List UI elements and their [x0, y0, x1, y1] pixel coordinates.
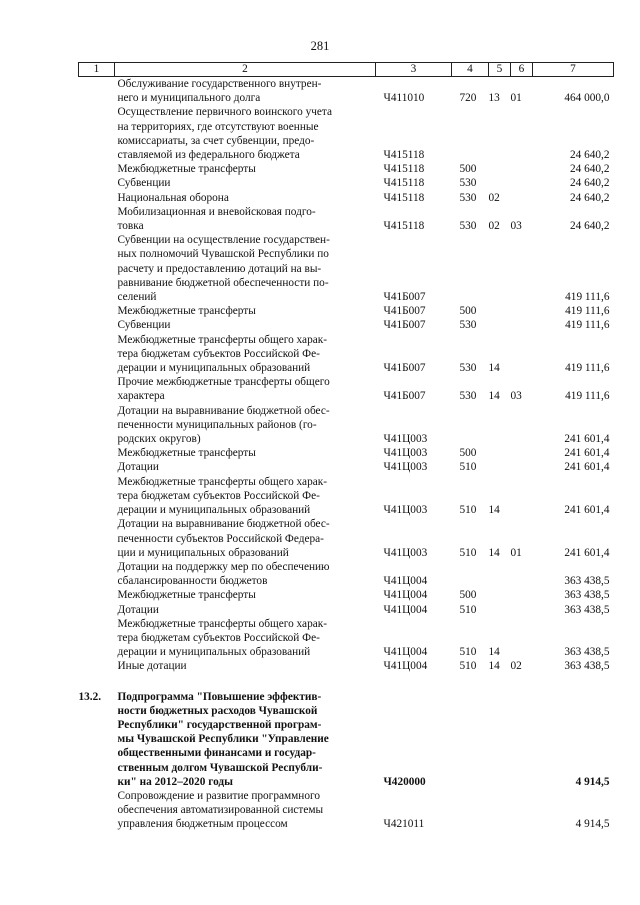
row-number-cell: [79, 404, 115, 447]
target-article-cell: Ч41Ц003: [383, 504, 428, 517]
amount-cell: 363 438,5: [564, 660, 610, 673]
target-article-cell: Ч41Б007: [383, 362, 426, 375]
item-name-line: ственным долгом Чувашской Республи-: [117, 761, 323, 774]
expense-type-cell: 510: [459, 660, 477, 673]
item-name-line: родских округов): [117, 433, 201, 446]
section-cell: 02: [488, 191, 500, 204]
amount-cell: 24 640,2: [569, 220, 610, 233]
target-article-cell: Ч41Ц004: [383, 603, 428, 616]
expense-type-cell: [452, 105, 489, 162]
row-number-cell: [79, 176, 115, 190]
amount-cell: 24 640,2: [569, 177, 610, 190]
expense-type-cell: 510: [459, 461, 477, 474]
item-name-line: характера: [117, 390, 165, 403]
target-article-cell: Ч41Ц003: [383, 461, 428, 474]
subsection-cell: 01: [510, 92, 522, 105]
section-cell: [489, 560, 511, 588]
expense-type-cell: 530: [459, 177, 477, 190]
expense-type-cell: [452, 690, 489, 789]
row-number-cell: [79, 205, 115, 233]
table-row: [79, 617, 614, 660]
expense-type-cell: 720: [459, 92, 477, 105]
item-name-cell: [115, 588, 376, 602]
subsection-cell: [511, 690, 533, 789]
subsection-cell: [511, 233, 533, 304]
item-name-line: тера бюджетам субъектов Российской Фе-: [117, 631, 320, 644]
spacer-cell: [79, 674, 614, 690]
table-header-row: [79, 63, 614, 77]
section-cell: 14: [488, 504, 500, 517]
subsection-cell: [511, 333, 533, 376]
amount-cell: 419 111,6: [565, 291, 610, 304]
section-cell: [489, 304, 511, 318]
amount-cell: 419 111,6: [565, 305, 610, 318]
amount-cell: 241 601,4: [564, 504, 610, 517]
target-article-cell: Ч41Б007: [383, 291, 426, 304]
target-article-cell: Ч41Ц004: [383, 575, 428, 588]
item-name-line: Межбюджетные трансферты общего харак-: [117, 617, 327, 630]
item-name-line: ки" на 2012–2020 годы: [117, 775, 233, 788]
row-number-cell: [79, 603, 115, 617]
item-name-cell: [115, 162, 376, 176]
target-article-cell: Ч420000: [383, 775, 426, 788]
target-article-cell: Ч41Ц003: [383, 546, 428, 559]
target-article-cell: Ч415118: [383, 191, 425, 204]
expense-type-cell: 500: [459, 305, 477, 318]
table-row: [79, 176, 614, 190]
item-name-line: ности бюджетных расходов Чувашской: [117, 704, 318, 717]
item-name-line: расчету и предоставлению дотаций на вы-: [117, 262, 322, 275]
item-name-line: Мобилизационная и вневойсковая подго-: [117, 205, 316, 218]
row-number-cell: [79, 304, 115, 318]
item-name-line: Межбюджетные трансферты: [117, 305, 256, 318]
table-body: [79, 77, 614, 832]
item-name-cell: [115, 475, 376, 518]
amount-cell: 363 438,5: [564, 646, 610, 659]
target-article-cell: Ч41Ц003: [383, 447, 428, 460]
item-name-line: Подпрограмма "Повышение эффектив-: [117, 690, 322, 703]
item-name-line: сбалансированности бюджетов: [117, 575, 268, 588]
table-row: [79, 333, 614, 376]
subsection-cell: [511, 588, 533, 602]
section-cell: [489, 162, 511, 176]
item-name-line: Субвенции: [117, 319, 171, 332]
section-cell: [489, 603, 511, 617]
expense-type-cell: 530: [459, 362, 477, 375]
item-name-cell: [115, 233, 376, 304]
item-name-cell: [115, 446, 376, 460]
item-name-line: дерации и муниципальных образований: [117, 646, 311, 659]
item-name-cell: [115, 375, 376, 403]
page-number: 281: [310, 39, 330, 53]
table-row: [79, 460, 614, 474]
expense-type-cell: [452, 404, 489, 447]
item-name-line: Обслуживание государственного внутрен-: [117, 78, 322, 90]
expense-type-cell: [452, 789, 489, 832]
expense-type-cell: [452, 560, 489, 588]
subsection-cell: [511, 446, 533, 460]
table-row: [79, 233, 614, 304]
table-row: [79, 603, 614, 617]
row-number-cell: [79, 588, 115, 602]
row-number-cell: [79, 162, 115, 176]
target-article-cell: Ч411010: [383, 92, 425, 105]
subsection-cell: [511, 318, 533, 332]
expense-type-cell: 510: [459, 546, 477, 559]
section-cell: [489, 460, 511, 474]
item-name-cell: [115, 191, 376, 205]
section-cell: 02: [488, 220, 500, 233]
item-name-line: ных полномочий Чувашской Республики по: [117, 248, 329, 261]
amount-cell: 24 640,2: [569, 149, 610, 162]
target-article-cell: Ч41Ц004: [383, 589, 428, 602]
subsection-cell: 03: [510, 390, 522, 403]
row-number-cell: 13.2.: [78, 690, 102, 703]
item-name-line: Межбюджетные трансферты общего харак-: [117, 475, 327, 488]
subsection-cell: [511, 162, 533, 176]
item-name-line: Субвенции: [117, 177, 171, 190]
table-row: [79, 205, 614, 233]
item-name-line: ставляемой из федерального бюджета: [117, 149, 300, 162]
item-name-line: Межбюджетные трансферты общего харак-: [117, 333, 327, 346]
item-name-line: общественными финансами и государ-: [117, 747, 316, 760]
expense-type-cell: 530: [459, 220, 477, 233]
table-row: [79, 318, 614, 332]
table-row: [79, 446, 614, 460]
amount-cell: 464 000,0: [564, 92, 610, 105]
row-number-cell: [79, 318, 115, 332]
row-number-cell: [79, 105, 115, 162]
section-cell: [489, 588, 511, 602]
table-row: [79, 304, 614, 318]
section-cell: [489, 105, 511, 162]
amount-cell: 419 111,6: [565, 390, 610, 403]
budget-table: [78, 62, 614, 832]
item-name-line: Дотации на выравнивание бюджетной обес-: [117, 518, 330, 531]
target-article-cell: Ч41Б007: [383, 390, 426, 403]
table-row: [79, 475, 614, 518]
expense-type-cell: [452, 233, 489, 304]
item-name-line: тера бюджетам субъектов Российской Фе-: [117, 347, 320, 360]
section-cell: [489, 404, 511, 447]
item-name-line: Республики" государственной програм-: [117, 718, 322, 731]
item-name-cell: [115, 77, 376, 106]
item-name-line: Национальная оборона: [117, 191, 229, 204]
target-article-cell: Ч41Ц004: [383, 646, 428, 659]
item-name-line: Дотации: [117, 461, 159, 474]
target-article-cell: Ч415118: [383, 149, 425, 162]
subsection-cell: [511, 105, 533, 162]
section-cell: 14: [488, 546, 500, 559]
amount-cell: 241 601,4: [564, 447, 610, 460]
item-name-line: равнивание бюджетной обеспеченности по-: [117, 276, 329, 289]
amount-cell: 241 601,4: [564, 433, 610, 446]
item-name-line: Осуществление первичного воинского учета: [117, 106, 333, 119]
amount-cell: 24 640,2: [569, 191, 610, 204]
row-number-cell: [79, 333, 115, 376]
expense-type-cell: 510: [459, 603, 477, 616]
item-name-line: комиссариаты, за счет субвенции, предо-: [117, 134, 315, 147]
row-number-cell: [79, 77, 115, 106]
expense-type-cell: 510: [459, 646, 477, 659]
expense-type-cell: 530: [459, 319, 477, 332]
item-name-line: Межбюджетные трансферты: [117, 447, 256, 460]
item-name-line: обеспечения автоматизированной системы: [117, 804, 324, 817]
amount-cell: 4 914,5: [575, 775, 610, 788]
item-name-cell: [115, 176, 376, 190]
item-name-line: мы Чувашской Республики "Управление: [117, 733, 329, 746]
subsection-cell: [511, 789, 533, 832]
target-article-cell: Ч41Ц003: [383, 433, 428, 446]
item-name-cell: [115, 617, 376, 660]
amount-cell: 363 438,5: [564, 575, 610, 588]
subsection-cell: 01: [510, 546, 522, 559]
table-row: [79, 375, 614, 403]
item-name-cell: [115, 517, 376, 560]
subsection-cell: [511, 617, 533, 660]
section-cell: [489, 233, 511, 304]
item-name-cell: [115, 659, 376, 673]
subsection-cell: [511, 460, 533, 474]
item-name-cell: [115, 318, 376, 332]
table-row: [79, 404, 614, 447]
item-name-line: Сопровождение и развитие программного: [117, 789, 320, 802]
amount-cell: 241 601,4: [564, 546, 610, 559]
subsection-cell: [511, 191, 533, 205]
table-row: [79, 105, 614, 162]
item-name-cell: [115, 460, 376, 474]
amount-cell: 241 601,4: [564, 461, 610, 474]
header-col-4: 4: [452, 63, 489, 77]
table-row: [79, 191, 614, 205]
amount-cell: 419 111,6: [565, 319, 610, 332]
table-row: [79, 517, 614, 560]
target-article-cell: Ч415118: [383, 177, 425, 190]
item-name-cell: [115, 789, 376, 832]
section-cell: [489, 318, 511, 332]
target-article-cell: Ч421011: [383, 818, 425, 831]
row-number-cell: [79, 375, 115, 403]
target-article-cell: Ч41Ц004: [383, 660, 428, 673]
header-col-3: 3: [376, 63, 452, 77]
section-cell: 14: [488, 362, 500, 375]
table-row: [79, 588, 614, 602]
row-number-cell: [79, 517, 115, 560]
table-row: [79, 560, 614, 588]
table-row: [79, 789, 614, 832]
section-cell: 13: [488, 92, 500, 105]
row-number-cell: [79, 560, 115, 588]
target-article-cell: Ч41Б007: [383, 305, 426, 318]
row-number-cell: [79, 617, 115, 660]
item-name-line: управления бюджетным процессом: [117, 818, 288, 831]
subsection-cell: [511, 560, 533, 588]
item-name-cell: [115, 205, 376, 233]
item-name-line: Прочие межбюджетные трансферты общего: [117, 376, 330, 389]
item-name-line: селений: [117, 291, 157, 304]
section-cell: 14: [488, 646, 500, 659]
item-name-cell: [115, 404, 376, 447]
amount-cell: 363 438,5: [564, 603, 610, 616]
item-name-cell: [115, 560, 376, 588]
item-name-line: тера бюджетам субъектов Российской Фе-: [117, 489, 320, 502]
table-row: [79, 690, 614, 789]
item-name-line: Межбюджетные трансферты: [117, 163, 256, 176]
item-name-line: Дотации на поддержку мер по обеспечению: [117, 560, 330, 573]
row-number-cell: [79, 659, 115, 673]
amount-cell: 4 914,5: [575, 818, 610, 831]
section-cell: [489, 176, 511, 190]
item-name-line: Межбюджетные трансферты: [117, 589, 256, 602]
target-article-cell: Ч415118: [383, 163, 425, 176]
expense-type-cell: 500: [459, 163, 477, 176]
item-name-line: дерации и муниципальных образований: [117, 362, 311, 375]
spacer-row: [79, 674, 614, 690]
item-name-line: дерации и муниципальных образований: [117, 504, 311, 517]
row-number-cell: [79, 233, 115, 304]
expense-type-cell: 500: [459, 589, 477, 602]
subsection-cell: [511, 176, 533, 190]
row-number-cell: [79, 789, 115, 832]
amount-cell: 363 438,5: [564, 589, 610, 602]
header-col-2: 2: [115, 63, 376, 77]
item-name-line: ции и муниципальных образований: [117, 546, 289, 559]
row-number-cell: [79, 446, 115, 460]
item-name-cell: [115, 333, 376, 376]
subsection-cell: [511, 304, 533, 318]
amount-cell: 24 640,2: [569, 163, 610, 176]
expense-type-cell: 530: [459, 390, 477, 403]
target-article-cell: Ч41Б007: [383, 319, 426, 332]
section-cell: 14: [488, 660, 500, 673]
row-number-cell: [79, 191, 115, 205]
item-name-line: Дотации на выравнивание бюджетной обес-: [117, 404, 330, 417]
expense-type-cell: 530: [459, 191, 477, 204]
item-name-cell: [115, 690, 376, 789]
item-name-line: товка: [117, 220, 144, 233]
item-name-line: на территориях, где отсутствуют военные: [117, 120, 319, 133]
item-name-line: печенности субъектов Российской Федера-: [117, 532, 324, 545]
header-col-1: 1: [79, 63, 115, 77]
item-name-line: Дотации: [117, 603, 159, 616]
row-number-cell: [79, 460, 115, 474]
section-cell: [489, 789, 511, 832]
item-name-cell: [115, 603, 376, 617]
section-cell: [489, 690, 511, 789]
item-name-line: него и муниципального долга: [117, 92, 261, 105]
item-name-line: печенности муниципальных районов (го-: [117, 418, 317, 431]
header-col-5: 5: [489, 63, 511, 77]
amount-cell: 419 111,6: [565, 362, 610, 375]
item-name-cell: [115, 105, 376, 162]
header-col-6: 6: [511, 63, 533, 77]
subsection-cell: [511, 603, 533, 617]
target-article-cell: Ч415118: [383, 220, 425, 233]
section-cell: [489, 446, 511, 460]
subsection-cell: [511, 475, 533, 518]
expense-type-cell: 500: [459, 447, 477, 460]
subsection-cell: [511, 404, 533, 447]
table-row: [79, 77, 614, 106]
item-name-line: Субвенции на осуществление государствен-: [117, 234, 330, 247]
expense-type-cell: 510: [459, 504, 477, 517]
item-name-cell: [115, 304, 376, 318]
subsection-cell: 03: [510, 220, 522, 233]
item-name-line: Иные дотации: [117, 660, 187, 673]
row-number-cell: [79, 475, 115, 518]
section-cell: 14: [488, 390, 500, 403]
table-row: [79, 659, 614, 673]
header-col-7: 7: [533, 63, 614, 77]
subsection-cell: 02: [510, 660, 522, 673]
table-row: [79, 162, 614, 176]
